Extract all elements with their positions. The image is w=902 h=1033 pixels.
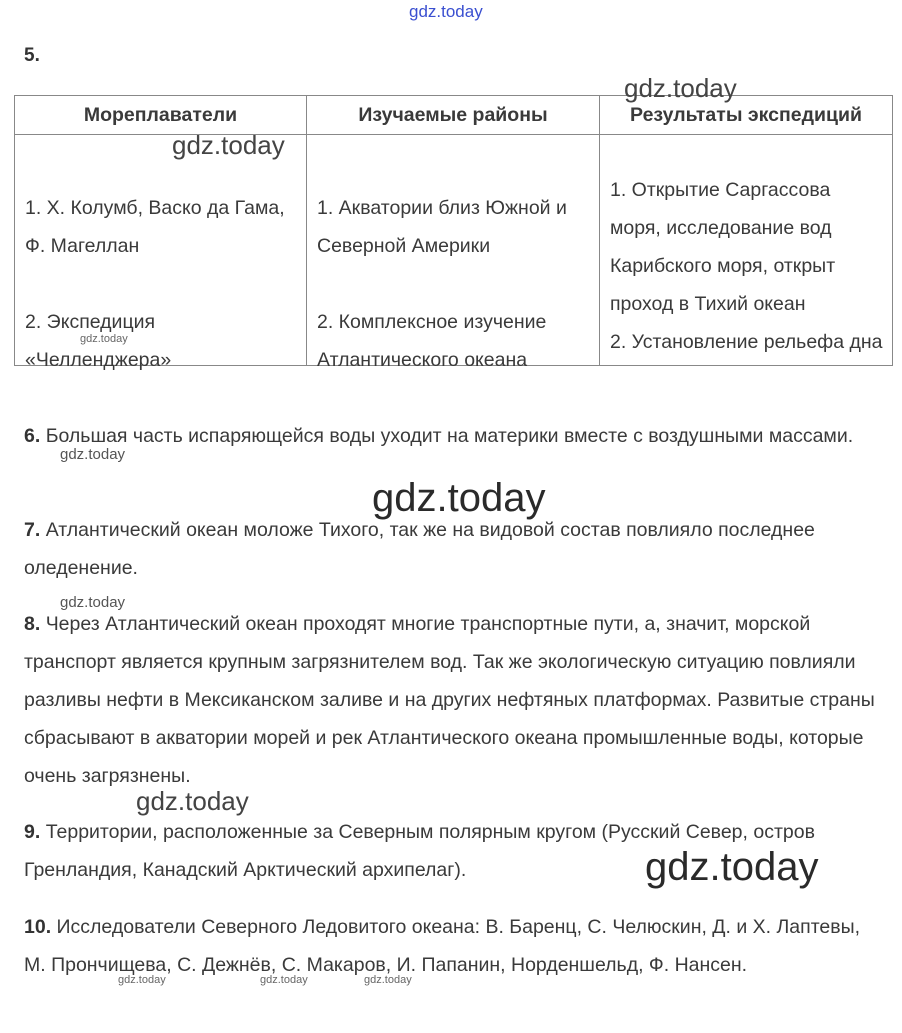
cell-regions <box>307 135 600 371</box>
answer-6-text: Большая часть испаряющейся воды уходит на материки вместе с воздушными массами. <box>45 425 854 447</box>
answer-8-number: 8. <box>24 613 41 635</box>
cell-navigators <box>15 135 307 371</box>
table-header-row <box>15 96 893 135</box>
answer-7-text: Атлантический океан моложе Тихого, так же на видовой состав повлияло последнее оледенение. <box>24 519 815 579</box>
header-regions: Изучаемые районы <box>307 96 600 135</box>
watermark: gdz.today <box>136 786 249 816</box>
answer-9-text: Территории, расположенные за Северным полярным кругом (Русский Север, остров Гренландия, Канадский Арктический архипелаг). <box>24 821 815 881</box>
regions-item-2: 2. Комплексное изучение Атлантического океана <box>317 311 547 371</box>
answer-10-number: 10. <box>24 916 52 938</box>
cell-results <box>600 135 893 366</box>
watermark: gdz.today <box>172 130 285 160</box>
navigators-item-1: 1. Х. Колумб, Васко да Гама, Ф. Магеллан <box>25 197 285 257</box>
watermark: gdz.today <box>260 974 308 986</box>
answer-10-text: Исследователи Северного Ледовитого океана: В. Баренц, С. Челюскин, Д. и Х. Лаптевы, М. Прончищева, С. Дежнёв, С. Макаров, И. Папанин, Норденшельд, Ф. Нансен. <box>24 916 861 976</box>
answer-6 <box>24 417 884 455</box>
navigators-item-2: 2. Экспедиция «Челленджера» <box>25 311 172 371</box>
watermark: gdz.today <box>624 73 737 103</box>
answer-7 <box>24 511 884 587</box>
watermark: gdz.today <box>60 594 126 611</box>
task-5-number: 5. <box>24 45 40 66</box>
table-row <box>15 135 893 366</box>
watermark: gdz.today <box>60 446 126 463</box>
answer-8-text: Через Атлантический океан проходят многие транспортные пути, а, значит, морской транспорт является крупным загрязнителем вод. Так же экологическую ситуацию повлияли разливы нефти в Мексиканском заливе и на других нефтяных платформах. Развитые страны сбрасывают в акватории морей и рек Атлантического океана промышленные воды, которые очень загрязнены. <box>24 613 875 787</box>
header-results: Результаты экспедиций <box>600 96 893 135</box>
answer-8 <box>24 605 884 795</box>
watermark: gdz.today <box>118 974 166 986</box>
watermark-top: gdz.today <box>409 2 483 21</box>
results-item-2: 2. Установление рельефа дна <box>610 331 883 353</box>
expeditions-table <box>14 95 893 371</box>
results-item-1: 1. Открытие Саргассова моря, исследование вод Карибского моря, открыт проход в Тихий океан <box>610 179 836 315</box>
watermark: gdz.today <box>80 333 128 345</box>
watermark: gdz.today <box>645 845 819 889</box>
watermark: gdz.today <box>372 476 546 520</box>
header-navigators: Мореплаватели <box>15 96 307 135</box>
answer-7-number: 7. <box>24 519 41 541</box>
answer-9-number: 9. <box>24 821 41 843</box>
answer-10 <box>24 908 884 984</box>
watermark: gdz.today <box>364 974 412 986</box>
answer-6-number: 6. <box>24 425 41 447</box>
regions-item-1: 1. Акватории близ Южной и Северной Америки <box>317 197 567 257</box>
